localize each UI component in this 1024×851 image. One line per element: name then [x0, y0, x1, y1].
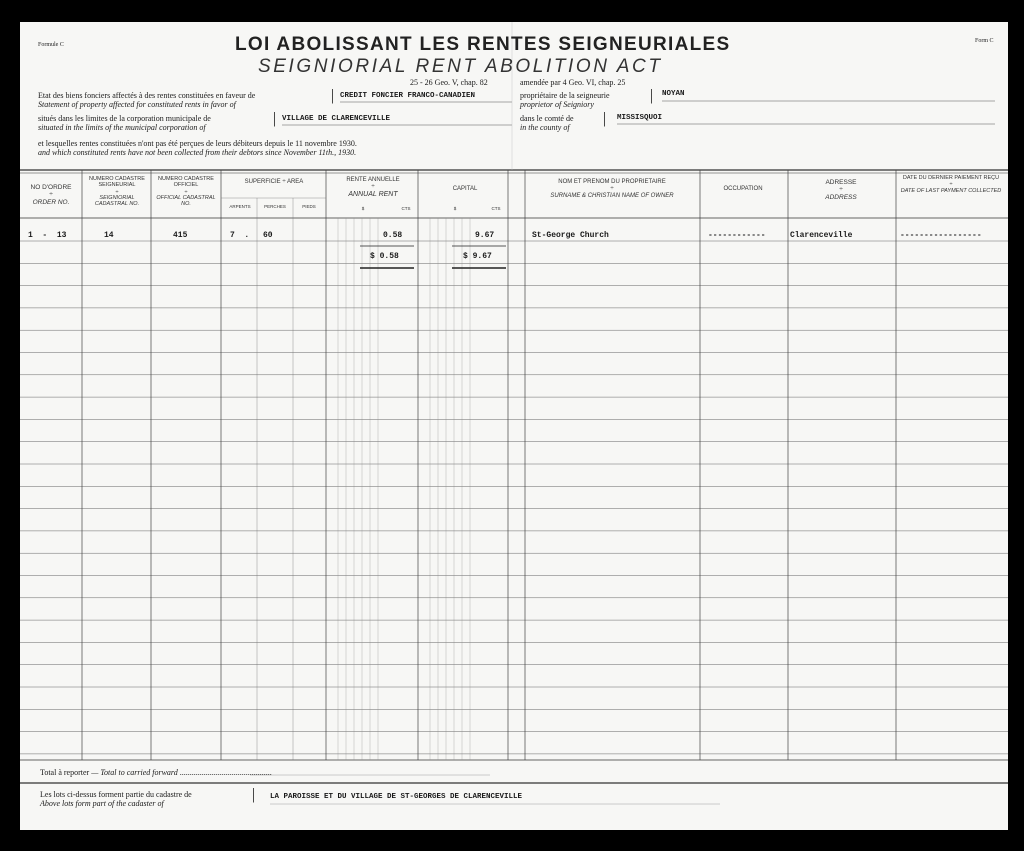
row-owner: St-George Church	[532, 231, 609, 240]
form-code-right: Form C	[975, 38, 994, 44]
row-last-payment: -----------------	[900, 231, 982, 240]
brace: |	[252, 786, 256, 803]
col-rent-header: RENTE ANNUELLE ÷ ANNUAL RENT	[346, 177, 400, 198]
col-official-header: NUMERO CADASTRE OFFICIEL ÷ OFFICIAL CADASTRAL NO.	[156, 176, 216, 208]
municipality-field: VILLAGE DE CLARENCEVILLE	[282, 115, 391, 123]
label-lesquelles-en: and which constituted rents have not been collected from their debtors since November 11th., 1930.	[38, 148, 357, 157]
rent-dollar: $	[361, 206, 365, 211]
label-comte-en: in the county of	[520, 123, 570, 132]
row-seigniorial-no: 14	[104, 231, 114, 240]
label-proprietaire-fr: propriétaire de la seigneurie	[520, 91, 610, 100]
rent-cts: CTS	[401, 206, 411, 211]
brace: |	[331, 87, 335, 104]
capital-cts: CTS	[491, 206, 501, 211]
total-rent: $ 0.58	[370, 252, 399, 261]
seigniory-field: NOYAN	[662, 90, 685, 98]
col-owner-header: NOM ET PRENOM DU PROPRIETAIRE ÷ SURNAME & CHRISTIAN NAME OF OWNER	[550, 179, 674, 199]
creditor-field: CREDIT FONCIER FRANCO-CANADIEN	[340, 92, 476, 100]
form-sheet	[20, 22, 1008, 830]
brace: |	[273, 110, 277, 127]
cadaster-field: LA PAROISSE ET DU VILLAGE DE ST-GEORGES DE CLARENCEVILLE	[270, 793, 523, 801]
label-situes-fr: situés dans les limites de la corporation municipale de	[38, 114, 211, 123]
col-lastpayment-header: DATE DU DERNIER PAIEMENT REÇU ÷ DATE OF LAST PAYMENT COLLECTED	[900, 175, 1002, 194]
county-field: MISSISQUOI	[617, 114, 663, 122]
label-lesquelles-fr: et lesquelles rentes constituées n'ont pas été perçues de leurs débiteurs depuis le 11 novembre 1930.	[38, 139, 357, 148]
label-etat-en: Statement of property affected for constituted rents in favor of	[38, 100, 236, 109]
row-capital: 9.67	[475, 231, 495, 240]
total-capital: $ 9.67	[463, 252, 492, 261]
row-rent: 0.58	[383, 231, 403, 240]
row-arpents: 7 .	[230, 231, 250, 240]
chapter-amend: amendée par 4 Geo. VI, chap. 25	[520, 78, 626, 87]
label-situes-en: situated in the limits of the municipal corporation of	[38, 123, 206, 132]
capital-dollar: $	[453, 206, 457, 211]
col-address-header: ADRESSE ÷ ADDRESS	[825, 179, 857, 201]
label-proprietaire-en: proprietor of Seigniory	[520, 100, 594, 109]
label-etat-fr: Etat des biens fonciers affectés à des rentes constituées en faveur de	[38, 91, 256, 100]
col-pieds-header: PIEDS	[302, 204, 316, 209]
title-french: LOI ABOLISSANT LES RENTES SEIGNEURIALES	[235, 34, 731, 55]
row-perches: 60	[263, 231, 273, 240]
row-occupation: ------------	[708, 231, 766, 240]
label-comte-fr: dans le comté de	[520, 114, 574, 123]
row-address: Clarenceville	[790, 231, 853, 240]
total-carried-forward: Total à reporter — Total to carried forward ..............................................	[40, 768, 272, 777]
col-occupation-header: OCCUPATION	[723, 186, 763, 192]
col-seigniorial-header: NUMERO CADASTRE SEIGNEURIAL ÷ SEIGNIORIAL CADASTRAL NO.	[89, 176, 145, 208]
brace: |	[603, 110, 607, 127]
label-cadastre-en: Above lots form part of the cadaster of	[40, 799, 164, 808]
row-order-no: 1 - 13	[28, 231, 67, 240]
form-code-left: Formule C	[38, 42, 64, 48]
title-english: SEIGNIORIAL RENT ABOLITION ACT	[258, 56, 663, 77]
col-arpents-header: ARPENTS	[229, 204, 251, 209]
col-order-header: NO D'ORDRE ÷ ORDER NO.	[30, 184, 72, 206]
chapter-ref: 25 - 26 Geo. V, chap. 82	[410, 78, 488, 87]
label-cadastre-fr: Les lots ci-dessus forment partie du cadastre de	[40, 790, 192, 799]
row-official-no: 415	[173, 231, 188, 240]
col-capital-header: CAPITAL	[452, 186, 478, 192]
col-area-header: SUPERFICIE ÷ AREA	[244, 179, 304, 185]
brace: |	[650, 87, 654, 104]
col-perches-header: PERCHES	[264, 204, 286, 209]
